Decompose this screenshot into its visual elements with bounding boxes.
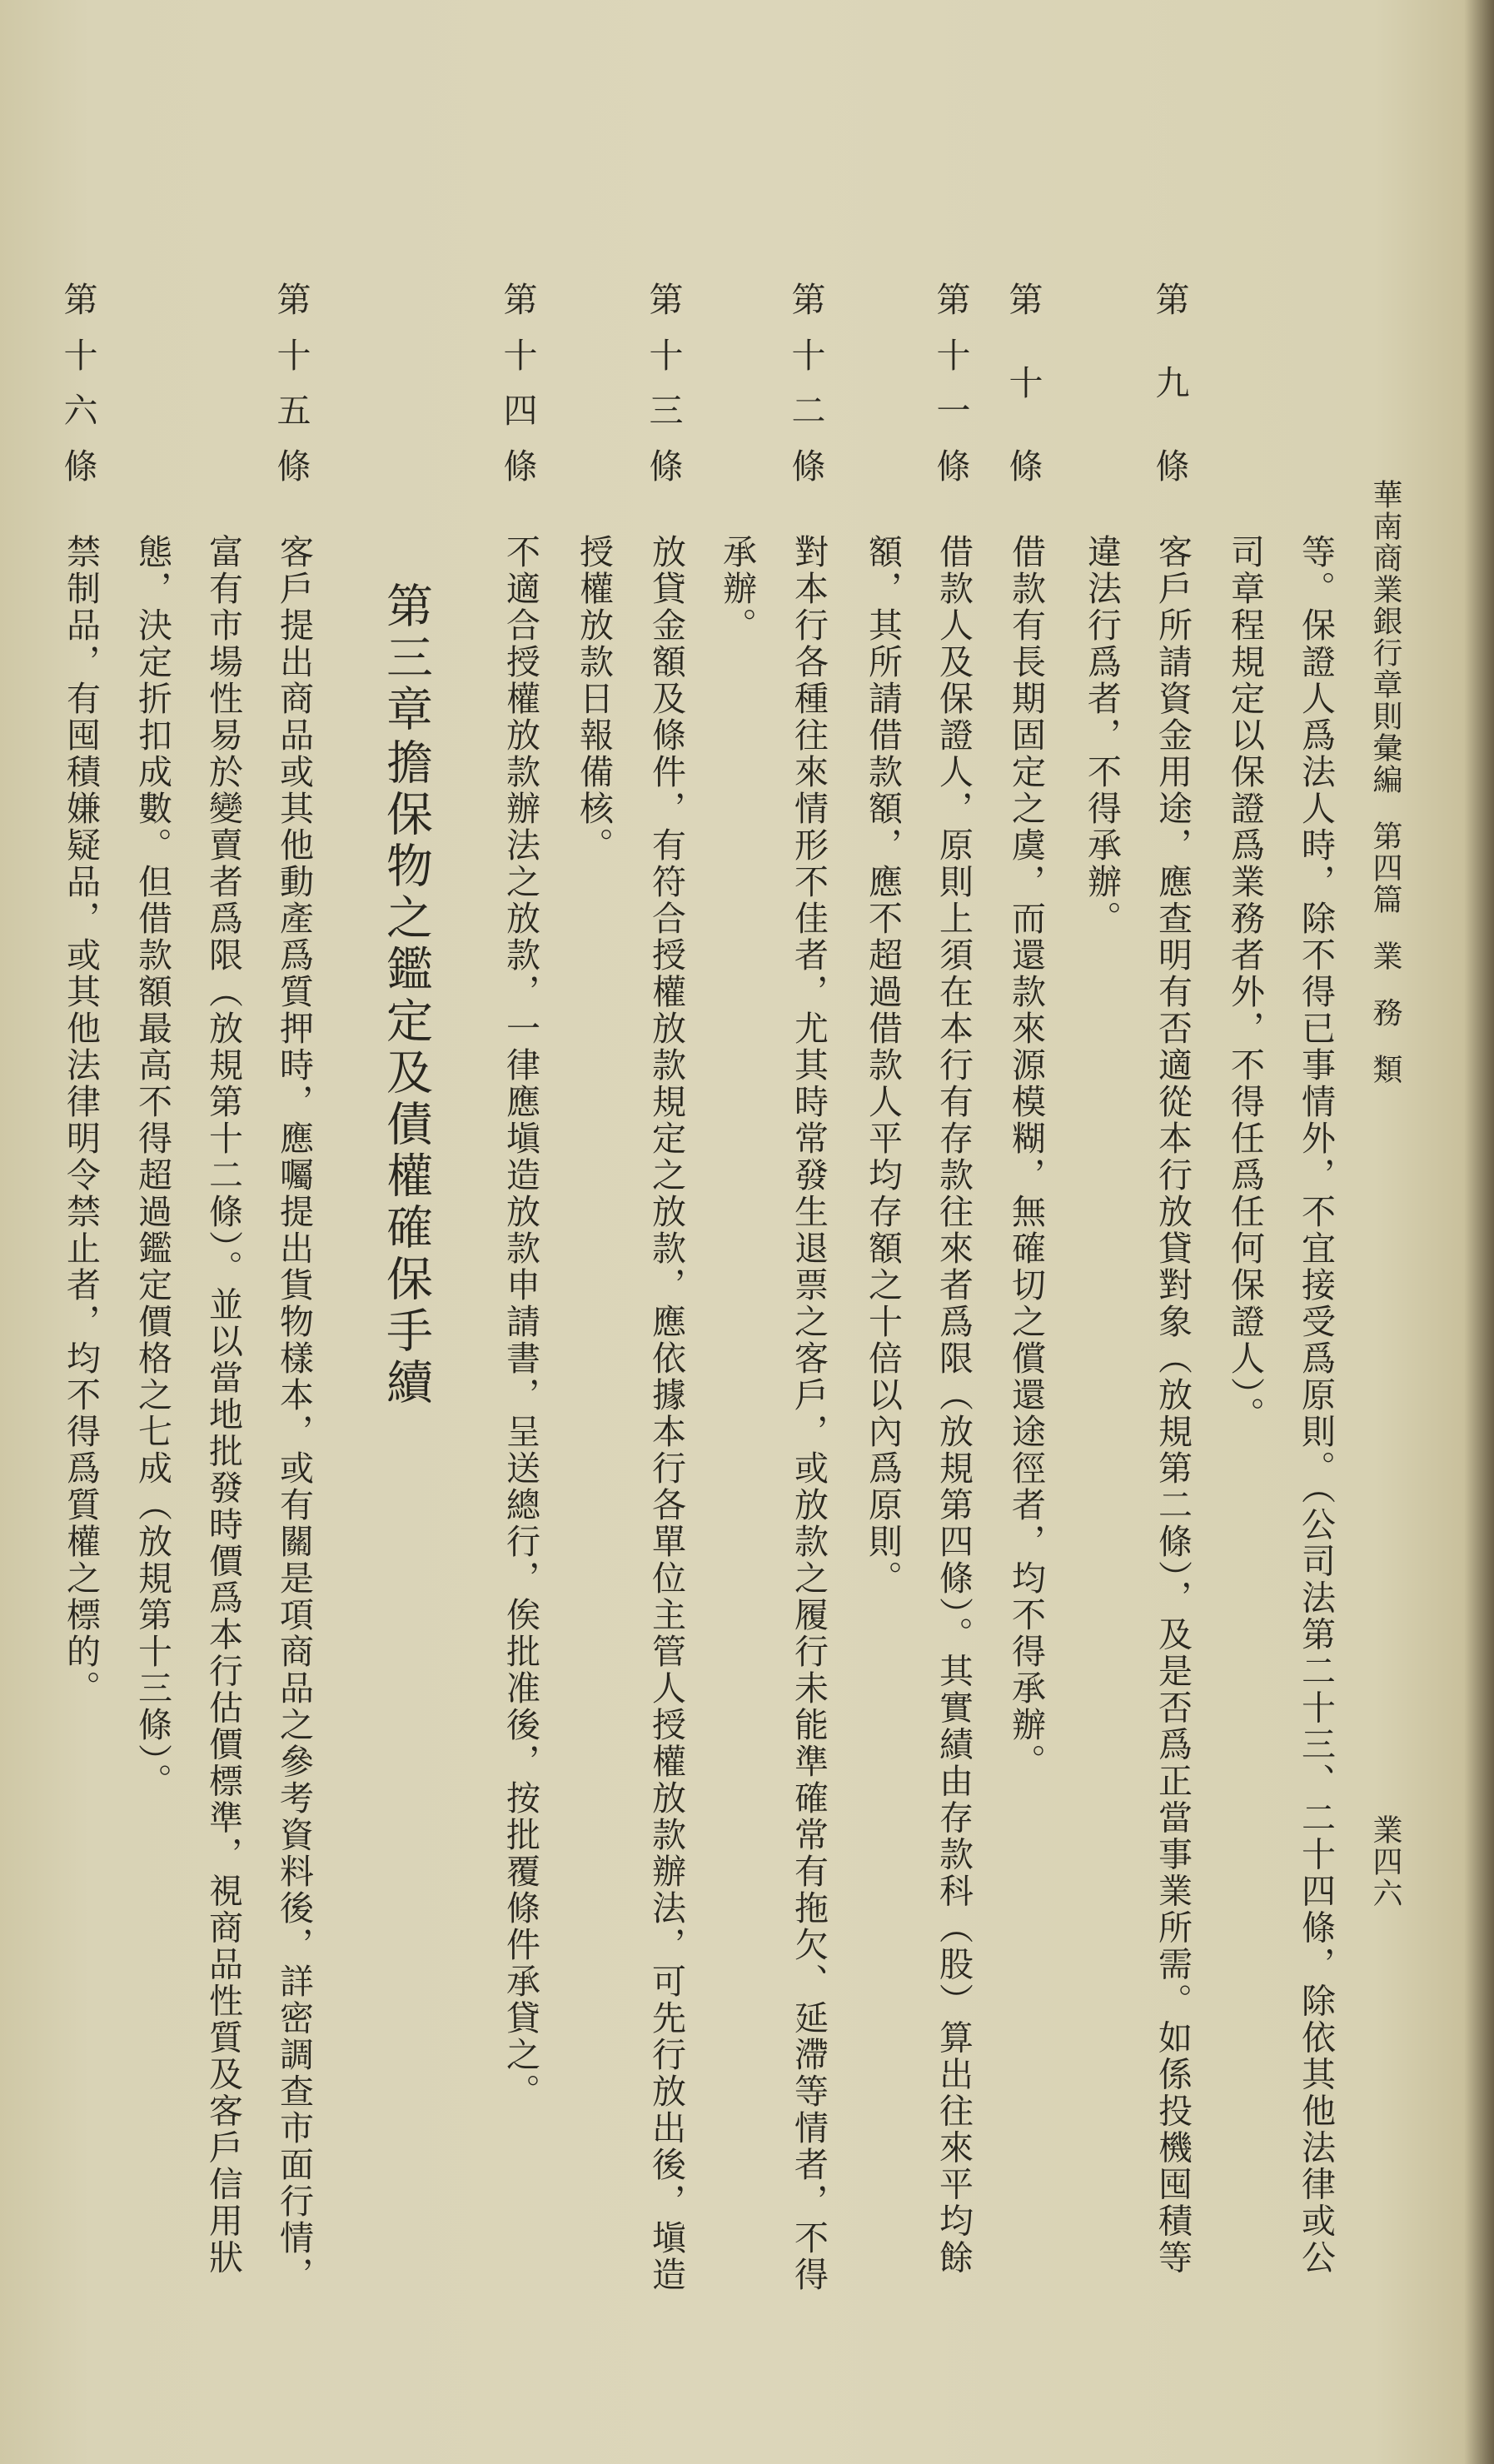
article-10-label xyxy=(1005,282,1047,485)
label-char: 第 xyxy=(1155,280,1190,320)
article-15-text: 態，決定折扣成數。但借款額最高不得超過鑑定價格之七成（放規第十三條）。 xyxy=(132,534,172,1800)
label-char: 第 xyxy=(63,280,98,320)
label-char: 十 xyxy=(791,335,826,376)
label-char: 第 xyxy=(791,280,826,320)
article-13-text: 放貸金額及條件，有符合授權放款規定之放款，應依據本行各單位主管人授權放款辦法，可先行放出後，塡造 xyxy=(646,534,686,2293)
label-char: 一 xyxy=(936,391,971,431)
label-char: 條 xyxy=(791,446,826,486)
label-char: 九 xyxy=(1155,363,1190,403)
article-14-label xyxy=(500,282,541,485)
label-char: 第 xyxy=(503,280,538,320)
label-char: 十 xyxy=(936,335,971,376)
label-char: 第 xyxy=(936,280,971,320)
category-char: 業 xyxy=(1368,940,1402,972)
article-11-label xyxy=(933,282,974,485)
category-char: 務 xyxy=(1368,997,1402,1029)
article-9-label xyxy=(1152,282,1193,485)
article-15-label xyxy=(273,282,315,485)
label-char: 第 xyxy=(276,280,311,320)
label-char: 第 xyxy=(649,280,684,320)
label-char: 六 xyxy=(63,391,98,431)
label-char: 十 xyxy=(276,335,311,376)
page-number: 業四六 xyxy=(1368,1814,1402,1909)
label-char: 條 xyxy=(503,446,538,486)
article-13-text: 授權放款日報備核。 xyxy=(574,534,614,864)
label-char: 條 xyxy=(1008,446,1043,486)
article-12-label xyxy=(788,282,829,485)
label-char: 十 xyxy=(63,335,98,376)
book-title: 華南商業銀行章則彙編 xyxy=(1368,479,1402,796)
article-16-text: 禁制品，有囤積嫌疑品，或其他法律明令禁止者，均不得爲質權之標的。 xyxy=(61,534,101,1707)
running-header xyxy=(1367,479,1403,1085)
label-char: 四 xyxy=(503,391,538,431)
chapter-number: 第三章 xyxy=(379,581,433,736)
label-char: 十 xyxy=(503,335,538,376)
section-title: 第四篇 xyxy=(1368,821,1402,915)
text-line: 司章程規定以保證爲業務者外，不得任爲任何保證人）。 xyxy=(1225,534,1265,1434)
article-14-text: 不適合授權放款辦法之放款，一律應塡造放款申請書，呈送總行，俟批准後，按批覆條件承貸之。 xyxy=(500,534,540,2110)
article-9-text: 客戶所請資金用途，應查明有否適從本行放貸對象（放規第二條），及是否爲正當事業所需。如係投機囤積等 xyxy=(1153,534,1193,2277)
article-15-text: 客戶提出商品或其他動產爲質押時，應囑提出貨物樣本，或有關是項商品之參考資料後，詳密調查市面行情， xyxy=(274,534,314,2293)
label-char: 十 xyxy=(649,335,684,376)
article-15-text: 富有市場性易於變賣者爲限（放規第十二條）。並以當地批發時價爲本行估價標準，視商品性質及客戶信用狀 xyxy=(203,534,243,2277)
label-char: 條 xyxy=(1155,446,1190,486)
label-char: 條 xyxy=(936,446,971,486)
chapter-title: 擔保物之鑑定及債權確保手續 xyxy=(379,738,433,1409)
article-12-text: 承辦。 xyxy=(717,534,757,644)
label-char: 二 xyxy=(791,391,826,431)
category-char: 類 xyxy=(1368,1054,1402,1085)
label-char: 條 xyxy=(649,446,684,486)
label-char: 條 xyxy=(63,446,98,486)
article-16-label xyxy=(60,282,102,485)
label-char: 十 xyxy=(1008,363,1043,403)
article-12-text: 對本行各種往來情形不佳者，尤其時常發生退票之客戶，或放款之履行未能準確常有拖欠、延滯等情者，不得 xyxy=(789,534,829,2293)
article-11-text: 借款人及保證人，原則上須在本行有存款往來者爲限（放規第四條）。其實績由存款科（股）算出往來平均餘 xyxy=(934,534,974,2277)
label-char: 第 xyxy=(1008,280,1043,320)
label-char: 三 xyxy=(649,391,684,431)
text-line: 等。保證人爲法人時，除不得已事情外，不宜接受爲原則。（公司法第二十三、二十四條，除依其他法律或公 xyxy=(1296,534,1336,2277)
label-char: 條 xyxy=(276,446,311,486)
article-9-text: 違法行爲者，不得承辦。 xyxy=(1082,534,1122,937)
article-13-label xyxy=(645,282,687,485)
article-11-text: 額，其所請借款額，應不超過借款人平均存額之十倍以內爲原則。 xyxy=(863,534,903,1597)
article-10-text: 借款有長期固定之虞，而還款來源模糊，無確切之償還途徑者，均不得承辦。 xyxy=(1006,534,1046,1780)
label-char: 五 xyxy=(276,391,311,431)
